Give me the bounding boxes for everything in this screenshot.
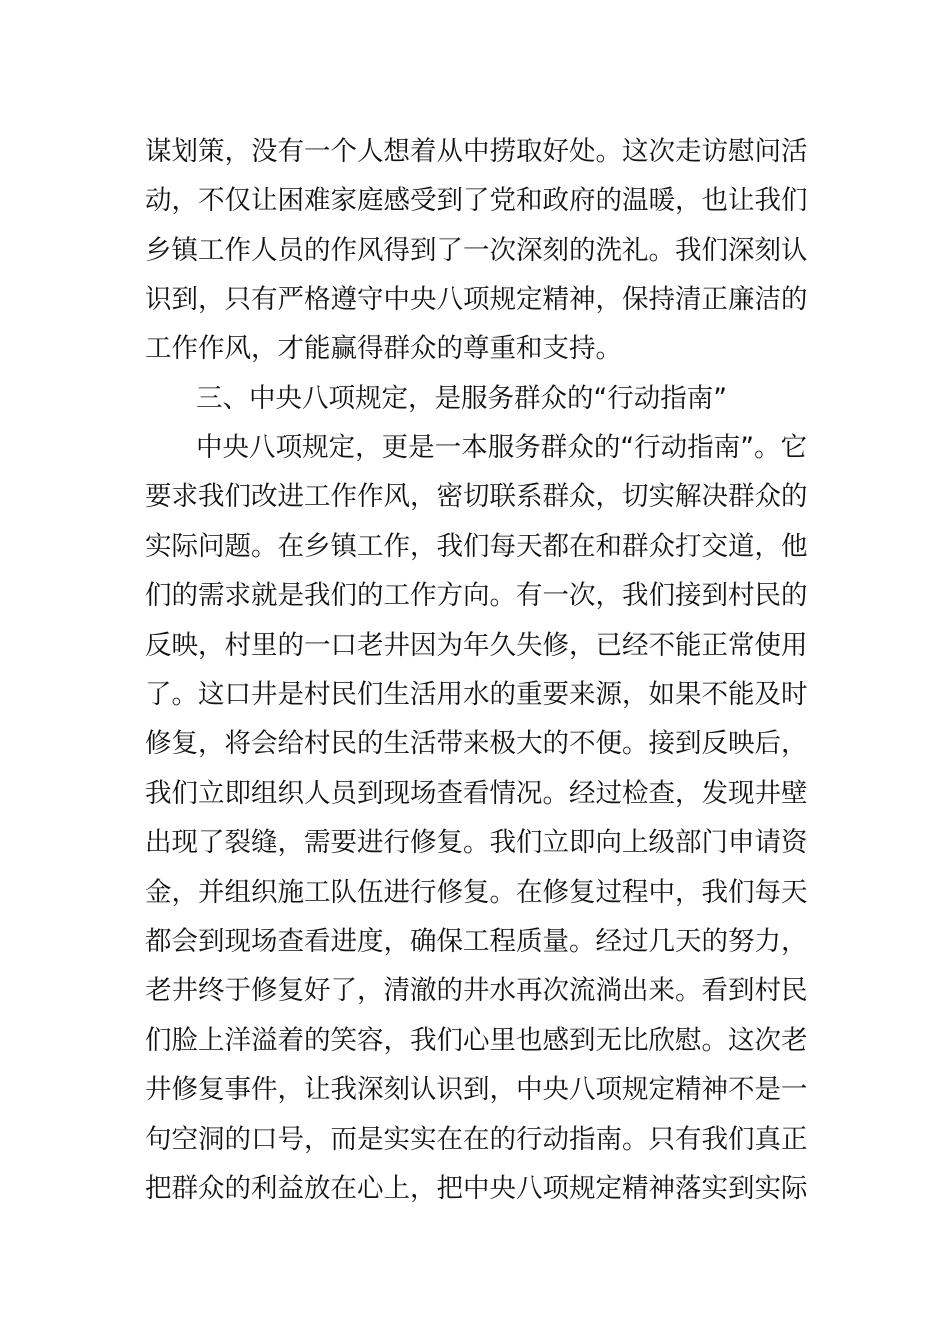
body-text-line: 了。这口井是村民们生活用水的重要来源，如果不能及时	[145, 679, 808, 710]
body-text-line: 工作作风，才能赢得群众的尊重和支持。	[145, 333, 622, 364]
body-text-line: 井修复事件，让我深刻认识到，中央八项规定精神不是一	[145, 1074, 808, 1105]
body-text-line: 我们立即组织人员到现场查看情况。经过检查，发现井壁	[145, 778, 808, 809]
body-text-line: 反映，村里的一口老井因为年久失修，已经不能正常使用	[145, 630, 808, 661]
body-text-line: 实际问题。在乡镇工作，我们每天都在和群众打交道，他	[145, 531, 808, 562]
body-text-line: 修复，将会给村民的生活带来极大的不便。接到反映后，	[145, 728, 808, 759]
body-text-line: 金，并组织施工队伍进行修复。在修复过程中，我们每天	[145, 877, 808, 908]
body-text-line: 谋划策，没有一个人想着从中捞取好处。这次走访慰问活	[145, 136, 808, 167]
body-text-line: 们脸上洋溢着的笑容，我们心里也感到无比欣慰。这次老	[145, 1025, 808, 1056]
body-text-line: 动，不仅让困难家庭感受到了党和政府的温暖，也让我们	[145, 185, 808, 216]
body-text-line: 们的需求就是我们的工作方向。有一次，我们接到村民的	[145, 580, 808, 611]
body-text-line: 乡镇工作人员的作风得到了一次深刻的洗礼。我们深刻认	[145, 235, 808, 266]
body-text-line: 中央八项规定，更是一本服务群众的“行动指南”。它	[196, 432, 807, 463]
body-text-line: 老井终于修复好了，清澈的井水再次流淌出来。看到村民	[145, 975, 808, 1006]
body-text-line: 出现了裂缝，需要进行修复。我们立即向上级部门申请资	[145, 827, 808, 858]
body-text-line: 都会到现场查看进度，确保工程质量。经过几天的努力，	[145, 926, 808, 957]
body-text-line: 要求我们改进工作作风，密切联系群众，切实解决群众的	[145, 481, 808, 512]
body-text-line: 把群众的利益放在心上，把中央八项规定精神落实到实际	[145, 1173, 808, 1204]
body-text-line: 句空洞的口号，而是实实在在的行动指南。只有我们真正	[145, 1124, 808, 1155]
section-heading: 三、中央八项规定，是服务群众的“行动指南”	[196, 383, 727, 414]
body-text-line: 识到，只有严格遵守中央八项规定精神，保持清正廉洁的	[145, 284, 808, 315]
